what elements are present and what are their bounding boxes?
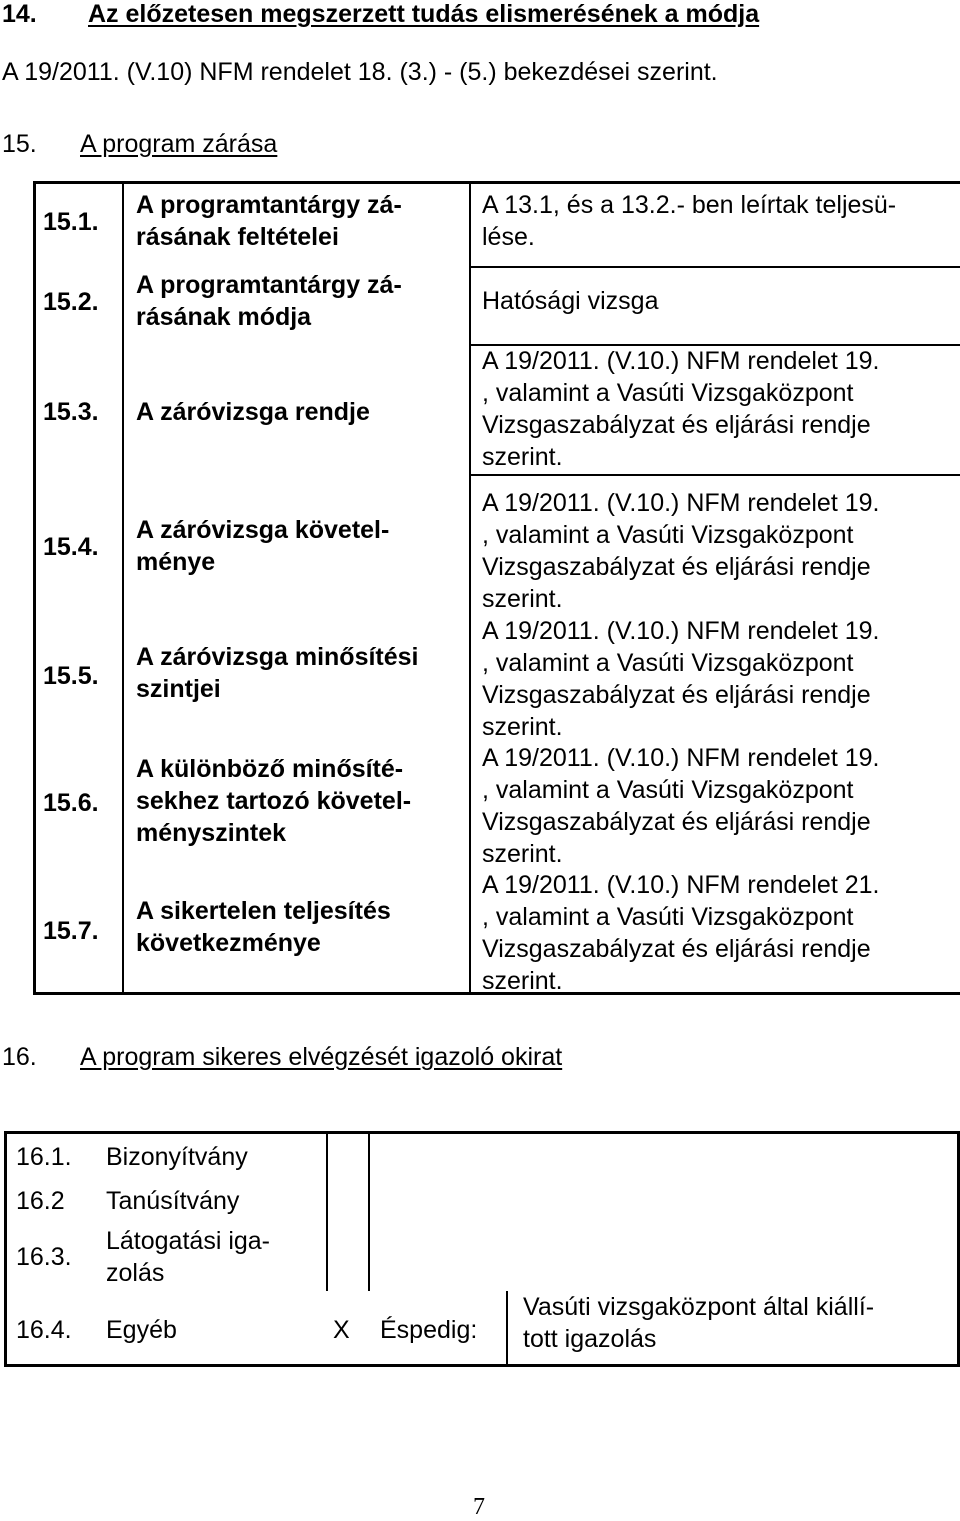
column-divider [506, 1291, 508, 1367]
row-value-line: Vizsgaszabályzat és eljárási rendje [482, 411, 871, 439]
certificate-table [4, 1131, 960, 1367]
row-value-line: A 19/2011. (V.10.) NFM rendelet 19. [482, 617, 880, 645]
section-14-text [2, 58, 718, 87]
row-label [136, 514, 389, 578]
row-label [136, 895, 391, 959]
row-label-line: A záróvizsga minősítési [136, 643, 419, 671]
row-label [136, 641, 419, 705]
row-value-line: A 13.1, és a 13.2.- ben leírtak teljesü- [482, 191, 897, 219]
row-label-line: Látogatási iga- [106, 1227, 271, 1255]
row-label-line: rásának feltételei [136, 223, 339, 251]
row-label: Bizonyítvány [106, 1143, 248, 1171]
column-divider [469, 181, 471, 995]
row-value [482, 345, 879, 473]
row-divider [469, 266, 960, 268]
row-number: 16.2 [16, 1187, 65, 1215]
section-14-number: 14. [2, 0, 37, 28]
row-label-line: szintjei [136, 675, 221, 703]
row-number: 16.3. [16, 1243, 72, 1271]
row-value-line: szerint. [482, 840, 563, 868]
row-label [136, 753, 411, 849]
program-closing-table [33, 181, 960, 996]
row-value-line: Vizsgaszabályzat és eljárási rendje [482, 681, 871, 709]
row-label-line: ménye [136, 548, 216, 576]
row-label-line: ményszintek [136, 819, 287, 847]
row-value [482, 742, 879, 870]
row-number: 15.6. [43, 789, 99, 817]
row-value-line: Hatósági vizsga [482, 287, 659, 315]
row-label-line: sekhez tartozó követel- [136, 787, 412, 815]
row-value [482, 487, 879, 615]
row-value-line: , valamint a Vasúti Vizsgaközpont [482, 649, 854, 677]
namely-value [523, 1291, 874, 1355]
row-label: Tanúsítvány [106, 1187, 240, 1215]
row-value [482, 615, 879, 743]
row-divider [469, 474, 960, 476]
section-15-number: 15. [2, 130, 37, 158]
row-label [136, 269, 402, 333]
section-15-title: A program zárása [80, 130, 278, 158]
row-value-line: Vizsgaszabályzat és eljárási rendje [482, 935, 871, 963]
row-value-line: , valamint a Vasúti Vizsgaközpont [482, 776, 854, 804]
row-number: 15.2. [43, 288, 99, 316]
row-label-line: zolás [106, 1259, 165, 1287]
row-label-line: A sikertelen teljesítés [136, 897, 391, 925]
row-number: 15.3. [43, 398, 99, 426]
row-value [482, 869, 879, 997]
row-label [106, 1225, 270, 1289]
row-value-line: A 19/2011. (V.10.) NFM rendelet 21. [482, 871, 880, 899]
row-label-line: következménye [136, 929, 321, 957]
row-value-line: Vizsgaszabályzat és eljárási rendje [482, 553, 871, 581]
other-mark: X [333, 1316, 350, 1344]
row-value-line: , valamint a Vasúti Vizsgaközpont [482, 379, 854, 407]
row-label-line: A záróvizsga rendje [136, 398, 370, 426]
row-number: 15.5. [43, 662, 99, 690]
row-number: 15.1. [43, 208, 99, 236]
row-value-line: lése. [482, 223, 535, 251]
row-value-line: A 19/2011. (V.10.) NFM rendelet 19. [482, 489, 880, 517]
section-16-title: A program sikeres elvégzését igazoló okirat [80, 1043, 563, 1071]
namely-value-line: tott igazolás [523, 1325, 657, 1353]
row-label: Egyéb [106, 1316, 177, 1344]
row-value-line: szerint. [482, 585, 563, 613]
row-value [482, 189, 896, 253]
row-label-line: A különböző minősíté- [136, 755, 404, 783]
row-value [482, 285, 658, 317]
row-number: 16.4. [16, 1316, 72, 1344]
namely-value-line: Vasúti vizsgaközpont által kiállí- [523, 1293, 875, 1321]
row-label-line: A programtantárgy zá- [136, 191, 402, 219]
row-label-line: rásának módja [136, 303, 312, 331]
row-value-line: , valamint a Vasúti Vizsgaközpont [482, 903, 854, 931]
row-value-line: szerint. [482, 443, 563, 471]
namely-label: Éspedig: [380, 1316, 478, 1344]
row-value-line: , valamint a Vasúti Vizsgaközpont [482, 521, 854, 549]
row-value-line: szerint. [482, 713, 563, 741]
section-14-title: Az előzetesen megszerzett tudás elismerésének a módja [88, 0, 760, 28]
row-value-line: A 19/2011. (V.10.) NFM rendelet 19. [482, 744, 880, 772]
row-label [136, 189, 402, 253]
section-16-number: 16. [2, 1043, 37, 1071]
column-divider [326, 1131, 328, 1291]
row-label-line: A programtantárgy zá- [136, 271, 402, 299]
row-value-line: A 19/2011. (V.10.) NFM rendelet 19. [482, 347, 880, 375]
column-divider [368, 1131, 370, 1291]
row-number: 16.1. [16, 1143, 72, 1171]
section-14-text-content: A 19/2011. (V.10) NFM rendelet 18. (3.) - (5.) bekezdései szerint. [2, 58, 718, 86]
column-divider [122, 181, 124, 995]
row-number: 15.4. [43, 533, 99, 561]
row-label-line: A záróvizsga követel- [136, 516, 390, 544]
row-number: 15.7. [43, 917, 99, 945]
row-label [136, 396, 370, 428]
page-number: 7 [473, 1494, 485, 1520]
row-value-line: szerint. [482, 967, 563, 995]
row-value-line: Vizsgaszabályzat és eljárási rendje [482, 808, 871, 836]
